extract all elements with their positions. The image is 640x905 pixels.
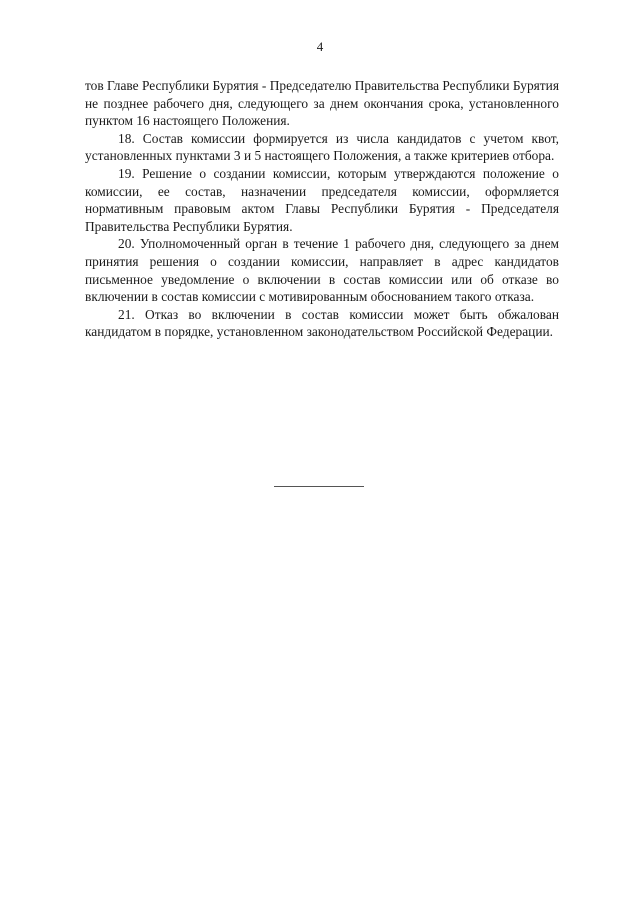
paragraph-item-21: 21. Отказ во включении в состав комиссии может быть обжалован кандидатом в порядке, установленном законодательством Российской Федерации. xyxy=(85,306,559,340)
document-body xyxy=(85,77,559,341)
page-number: 4 xyxy=(316,39,324,54)
paragraph-continuation: тов Главе Республики Бурятия - Председателю Правительства Республики Бурятия не позднее рабочего дня, следующего за днем окончания срока, установленного пунктом 16 настоящего Положения. xyxy=(85,78,559,129)
paragraph-item-19: 19. Решение о создании комиссии, которым утверждаются положение о комиссии, ее состав, назначении председателя комиссии, оформляется нормативным правовым актом Главы Республики Бурятия - Председателя Правительства Республики Бурятия. xyxy=(85,165,559,234)
paragraph-item-18: 18. Состав комиссии формируется из числа кандидатов с учетом квот, установленных пунктами 3 и 5 настоящего Положения, а также критериев отбора. xyxy=(85,130,559,164)
paragraph-item-20: 20. Уполномоченный орган в течение 1 рабочего дня, следующего за днем принятия решения о создании комиссии, направляет в адрес кандидатов письменное уведомление о включении в состав комиссии или об отказе во включении в состав комиссии с мотивированным обоснованием такого отказа. xyxy=(85,236,559,305)
end-separator-line xyxy=(274,486,364,487)
